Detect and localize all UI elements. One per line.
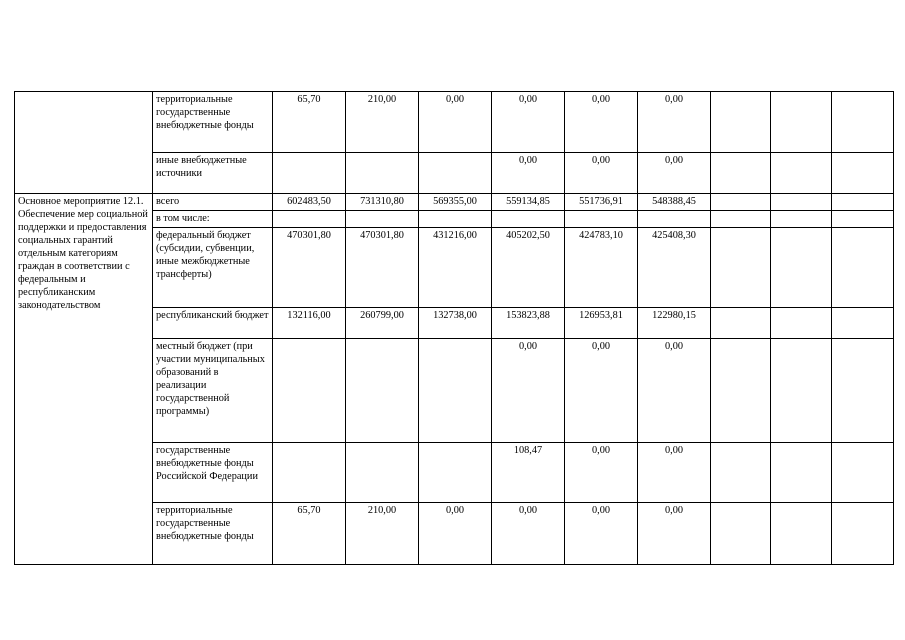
budget-table-body	[15, 92, 894, 565]
value-cell	[771, 308, 832, 339]
value-cell: 0,00	[638, 92, 711, 153]
value-cell	[711, 228, 771, 308]
value-cell: 210,00	[346, 92, 419, 153]
table-row	[15, 92, 894, 153]
value-cell	[832, 308, 894, 339]
value-cell: 424783,10	[565, 228, 638, 308]
value-cell	[771, 503, 832, 565]
value-cell: 0,00	[565, 92, 638, 153]
value-cell: 126953,81	[565, 308, 638, 339]
value-cell	[346, 153, 419, 194]
activity-title-cell: Основное мероприятие 12.1. Обеспечение мер социальной поддержки и предоставления социальных гарантий отдельным категориям граждан в соответствии с федеральным и республиканским законодательством	[15, 194, 153, 565]
value-cell: 425408,30	[638, 228, 711, 308]
value-cell: 0,00	[492, 339, 565, 443]
value-cell: 405202,50	[492, 228, 565, 308]
value-cell: 132116,00	[273, 308, 346, 339]
table-row	[15, 194, 894, 211]
value-cell	[832, 92, 894, 153]
value-cell: 569355,00	[419, 194, 492, 211]
value-cell: 0,00	[565, 339, 638, 443]
budget-table	[14, 91, 894, 565]
value-cell	[346, 443, 419, 503]
funding-source-cell: в том числе:	[153, 211, 273, 228]
value-cell: 122980,15	[638, 308, 711, 339]
value-cell	[346, 339, 419, 443]
value-cell	[832, 339, 894, 443]
funding-source-cell: государственные внебюджетные фонды Российской Федерации	[153, 443, 273, 503]
value-cell: 0,00	[565, 153, 638, 194]
value-cell	[832, 503, 894, 565]
value-cell	[711, 339, 771, 443]
value-cell: 65,70	[273, 92, 346, 153]
value-cell: 0,00	[565, 503, 638, 565]
value-cell	[492, 211, 565, 228]
value-cell	[771, 211, 832, 228]
value-cell	[419, 339, 492, 443]
value-cell	[771, 194, 832, 211]
value-cell: 65,70	[273, 503, 346, 565]
funding-source-cell: территориальные государственные внебюджетные фонды	[153, 92, 273, 153]
activity-title-cell	[15, 92, 153, 194]
value-cell: 551736,91	[565, 194, 638, 211]
value-cell	[711, 211, 771, 228]
value-cell	[832, 153, 894, 194]
value-cell	[273, 153, 346, 194]
funding-source-cell: федеральный бюджет (субсидии, субвенции, иные межбюджетные трансферты)	[153, 228, 273, 308]
value-cell	[711, 194, 771, 211]
value-cell: 0,00	[492, 92, 565, 153]
value-cell: 731310,80	[346, 194, 419, 211]
value-cell	[711, 503, 771, 565]
value-cell: 0,00	[419, 92, 492, 153]
value-cell: 260799,00	[346, 308, 419, 339]
funding-source-cell: местный бюджет (при участии муниципальных образований в реализации государственной программы)	[153, 339, 273, 443]
value-cell	[419, 153, 492, 194]
value-cell	[832, 228, 894, 308]
value-cell: 132738,00	[419, 308, 492, 339]
value-cell: 0,00	[638, 503, 711, 565]
value-cell: 602483,50	[273, 194, 346, 211]
value-cell	[771, 92, 832, 153]
funding-source-cell: иные внебюджетные источники	[153, 153, 273, 194]
funding-source-cell: республиканский бюджет	[153, 308, 273, 339]
value-cell	[711, 443, 771, 503]
value-cell: 0,00	[638, 443, 711, 503]
value-cell	[771, 443, 832, 503]
value-cell: 431216,00	[419, 228, 492, 308]
value-cell	[273, 211, 346, 228]
value-cell: 0,00	[419, 503, 492, 565]
value-cell	[273, 443, 346, 503]
value-cell: 0,00	[492, 153, 565, 194]
value-cell	[832, 194, 894, 211]
value-cell	[711, 308, 771, 339]
value-cell	[419, 211, 492, 228]
funding-source-cell: территориальные государственные внебюджетные фонды	[153, 503, 273, 565]
value-cell: 0,00	[638, 339, 711, 443]
value-cell	[565, 211, 638, 228]
value-cell: 0,00	[638, 153, 711, 194]
value-cell: 153823,88	[492, 308, 565, 339]
value-cell: 0,00	[565, 443, 638, 503]
value-cell: 108,47	[492, 443, 565, 503]
value-cell: 548388,45	[638, 194, 711, 211]
funding-source-cell: всего	[153, 194, 273, 211]
value-cell	[832, 211, 894, 228]
value-cell: 559134,85	[492, 194, 565, 211]
value-cell	[346, 211, 419, 228]
value-cell	[771, 339, 832, 443]
value-cell: 470301,80	[273, 228, 346, 308]
value-cell	[771, 228, 832, 308]
value-cell: 210,00	[346, 503, 419, 565]
value-cell	[419, 443, 492, 503]
value-cell	[832, 443, 894, 503]
value-cell	[711, 92, 771, 153]
value-cell	[711, 153, 771, 194]
value-cell: 0,00	[492, 503, 565, 565]
value-cell	[771, 153, 832, 194]
value-cell: 470301,80	[346, 228, 419, 308]
value-cell	[638, 211, 711, 228]
value-cell	[273, 339, 346, 443]
